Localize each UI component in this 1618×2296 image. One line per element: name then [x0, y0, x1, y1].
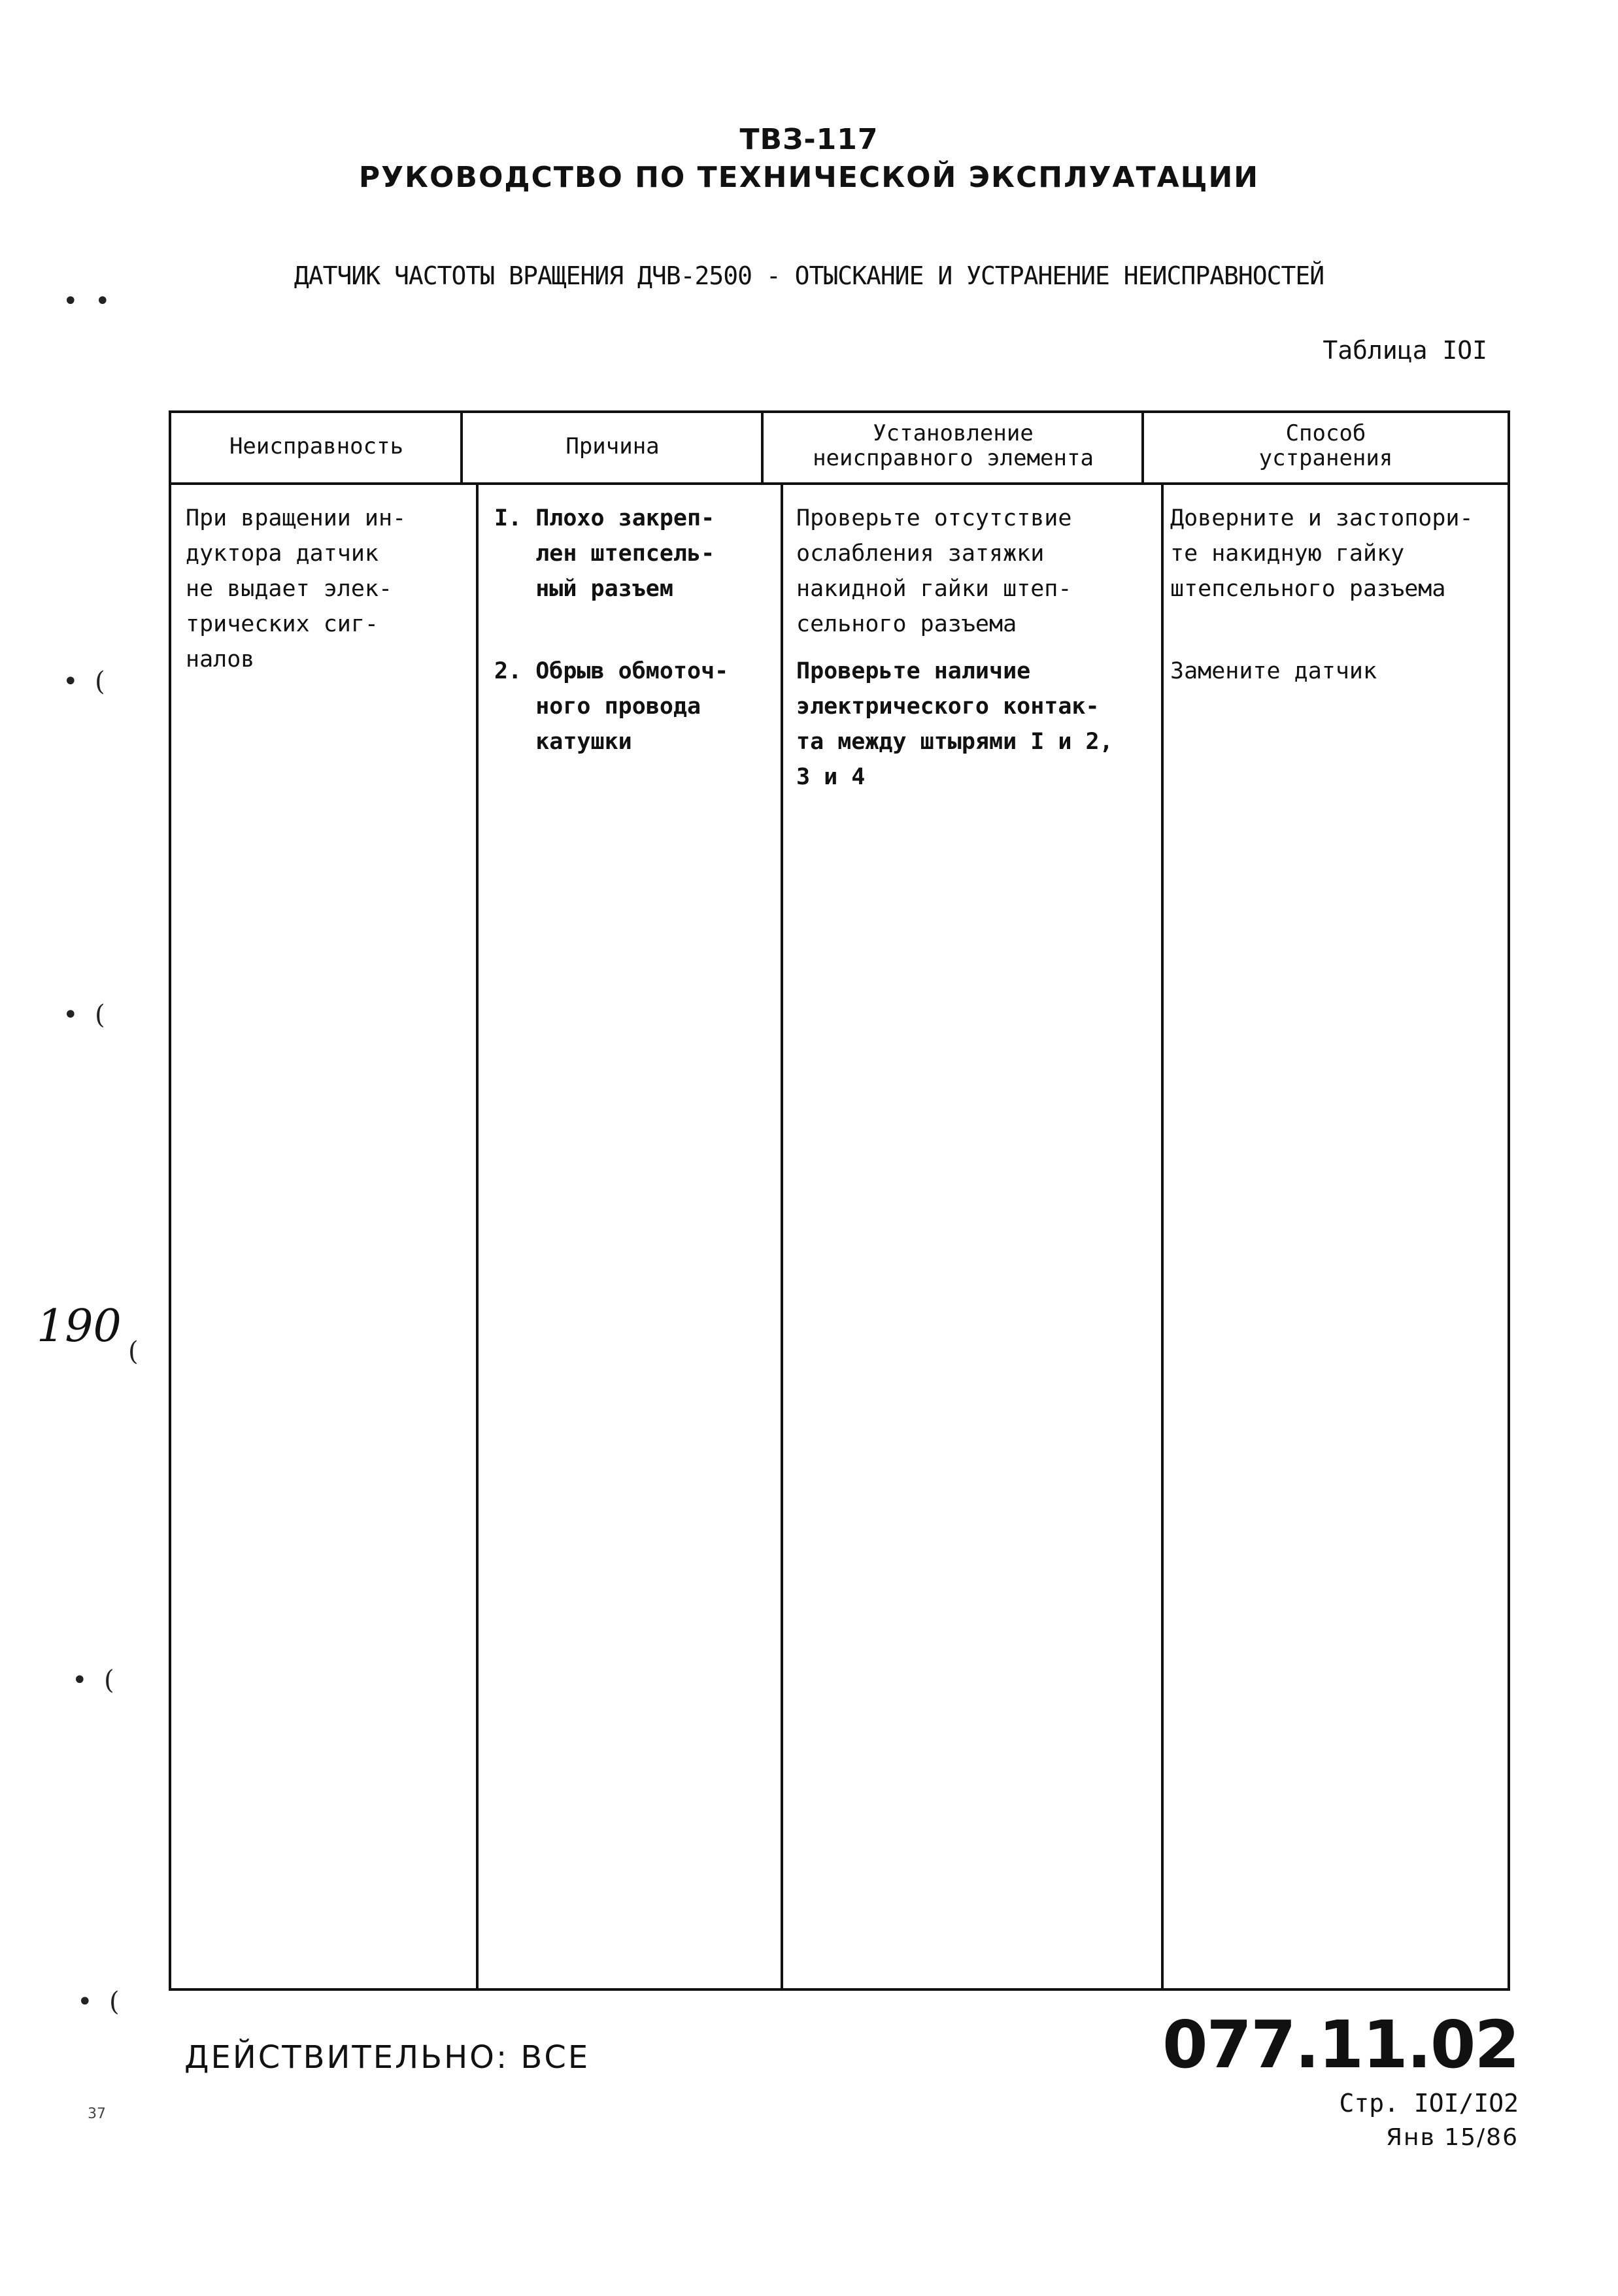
column-header-remedy-line2: устранения: [1258, 445, 1393, 471]
detection-cell-2: Проверьте наличие электрического контак- та между штырями I и 2, 3 и 4: [796, 658, 1113, 790]
binder-hole-mark: (: [128, 1337, 139, 1367]
fault-cell: При вращении ин- дуктора датчик не выдает элек- трических сиг- налов: [186, 505, 407, 673]
column-header-remedy-line1: Способ: [1285, 420, 1366, 446]
revision-date: Янв 15/86: [1386, 2124, 1519, 2151]
manual-title: РУКОВОДСТВО ПО ТЕХНИЧЕСКОЙ ЭКСПЛУАТАЦИИ: [358, 161, 1260, 194]
document-code: 077.11.02: [1162, 2006, 1519, 2083]
section-title: ДАТЧИК ЧАСТОТЫ ВРАЩЕНИЯ ДЧВ-2500 - ОТЫСКАНИЕ И УСТРАНЕНИЕ НЕИСПРАВНОСТЕЙ: [294, 261, 1324, 290]
binder-hole-mark: • (: [63, 1000, 105, 1030]
remedy-cell-2: Замените датчик: [1170, 658, 1377, 684]
column-header-detection: [764, 421, 1143, 471]
page-number: Стр. IOI/IO2: [1339, 2089, 1519, 2118]
handwritten-note: 190: [37, 1301, 122, 1352]
binder-hole-mark: • (: [72, 1665, 114, 1695]
binder-hole-mark: • (: [77, 1987, 120, 2017]
column-header-detection-line2: неисправного элемента: [813, 445, 1094, 471]
column-header-remedy: [1144, 421, 1508, 471]
side-number: 37: [88, 2106, 106, 2122]
column-header-detection-line1: Установление: [873, 420, 1034, 446]
cause-cell-2: 2. Обрыв обмоточ- ного провода катушки: [494, 658, 729, 755]
troubleshooting-table: [169, 410, 1510, 1992]
cause-cell-1: I. Плохо закреп- лен штепсель- ный разъем: [494, 505, 715, 602]
detection-cell-1: Проверьте отсутствие ослабления затяжки накидной гайки штеп- сельного разъема: [796, 505, 1072, 637]
remedy-cell-1: Доверните и застопори- те накидную гайку штепсельного разъема: [1170, 505, 1474, 602]
document-title: ТВЗ-117: [739, 123, 879, 156]
column-header-fault: Неисправность: [229, 433, 404, 459]
table-label: Таблица IOI: [1323, 336, 1487, 365]
binder-hole-mark: • (: [63, 667, 105, 697]
validity-note: ДЕЙСТВИТЕЛЬНО: ВСЕ: [184, 2039, 590, 2076]
binder-hole-mark: • •: [63, 286, 110, 316]
column-header-cause: Причина: [565, 433, 660, 459]
